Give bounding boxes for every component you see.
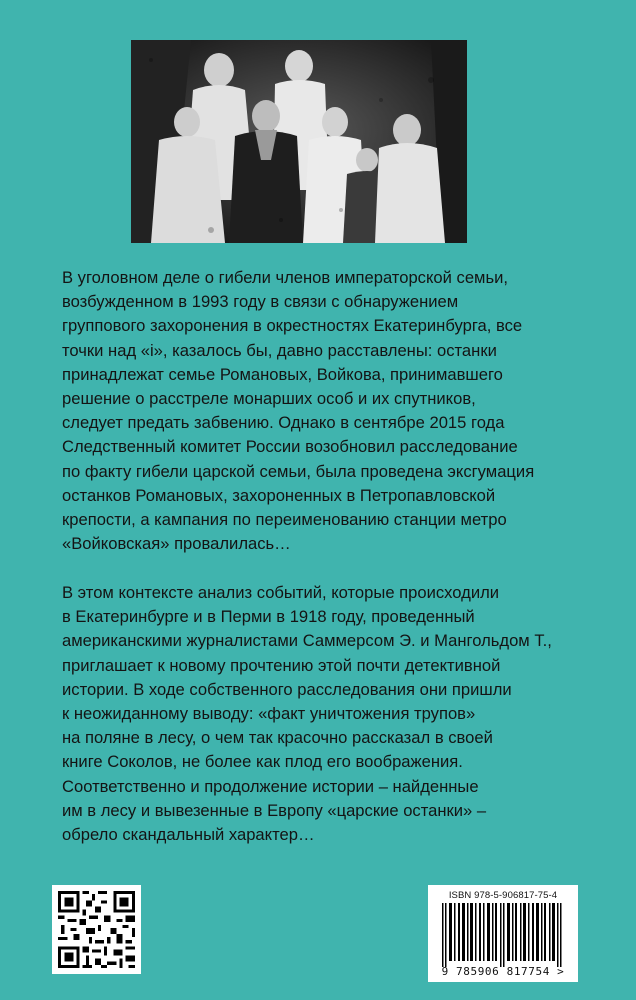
text-line: книге Соколов, не более как плод его воображения.: [62, 752, 463, 772]
isbn-label: ISBN 978-5-906817-75-4: [448, 890, 558, 901]
text-line: Следственный комитет России возобновил расследование: [62, 437, 518, 457]
family-photo-icon: [131, 40, 467, 243]
qr-code: [52, 885, 141, 974]
text-line: Соответственно и продолжение истории – найденные: [62, 776, 479, 796]
text-line: В уголовном деле о гибели членов императорской семьи,: [62, 268, 508, 287]
text-line: решение о расстреле монарших особ и их спутников,: [62, 389, 476, 409]
isbn-barcode: [428, 885, 578, 982]
text-line: по факту гибели царской семьи, была проведена эксгумация: [62, 461, 535, 481]
text-line: обрело скандальный характер…: [62, 825, 315, 845]
text-line: группового захоронения в окрестностях Екатеринбурга, все: [62, 316, 523, 336]
text-line: истории. В ходе собственного расследования они пришли: [62, 679, 512, 699]
text-line: «Войковская» провалилась…: [62, 534, 291, 554]
text-line: им в лесу и вывезенные в Европу «царские останки» –: [62, 800, 487, 820]
text-line: В этом контексте анализ событий, которые происходили: [62, 583, 500, 602]
qr-code-icon: [52, 885, 141, 974]
description-paragraph-2: [62, 581, 582, 847]
ean-digits: 9 785906 817754 >: [441, 965, 565, 978]
text-line: в Екатеринбурге и в Перми в 1918 году, проведенный: [62, 607, 475, 627]
text-line: приглашает к новому прочтению этой почти детективной: [62, 655, 501, 675]
text-line: принадлежат семье Романовых, Войкова, принимавшего: [62, 364, 503, 384]
text-line: американскими журналистами Саммерсом Э. и Мангольдом Т.,: [62, 631, 552, 651]
description-paragraph-1: [62, 266, 582, 556]
text-line: на поляне в лесу, о чем так красочно рассказал в своей: [62, 728, 493, 748]
text-line: следует предать забвению. Однако в сентябре 2015 года: [62, 413, 505, 433]
family-photo: [131, 40, 467, 243]
text-line: к неожиданному выводу: «факт уничтожения трупов»: [62, 704, 476, 724]
text-line: точки над «i», казалось бы, давно расставлены: останки: [62, 340, 497, 360]
text-line: возбужденном в 1993 году в связи с обнаружением: [62, 292, 459, 312]
text-line: крепости, а кампания по переименованию станции метро: [62, 510, 507, 530]
barcode-icon: [436, 903, 570, 967]
text-line: останков Романовых, захороненных в Петропавловской: [62, 485, 496, 505]
